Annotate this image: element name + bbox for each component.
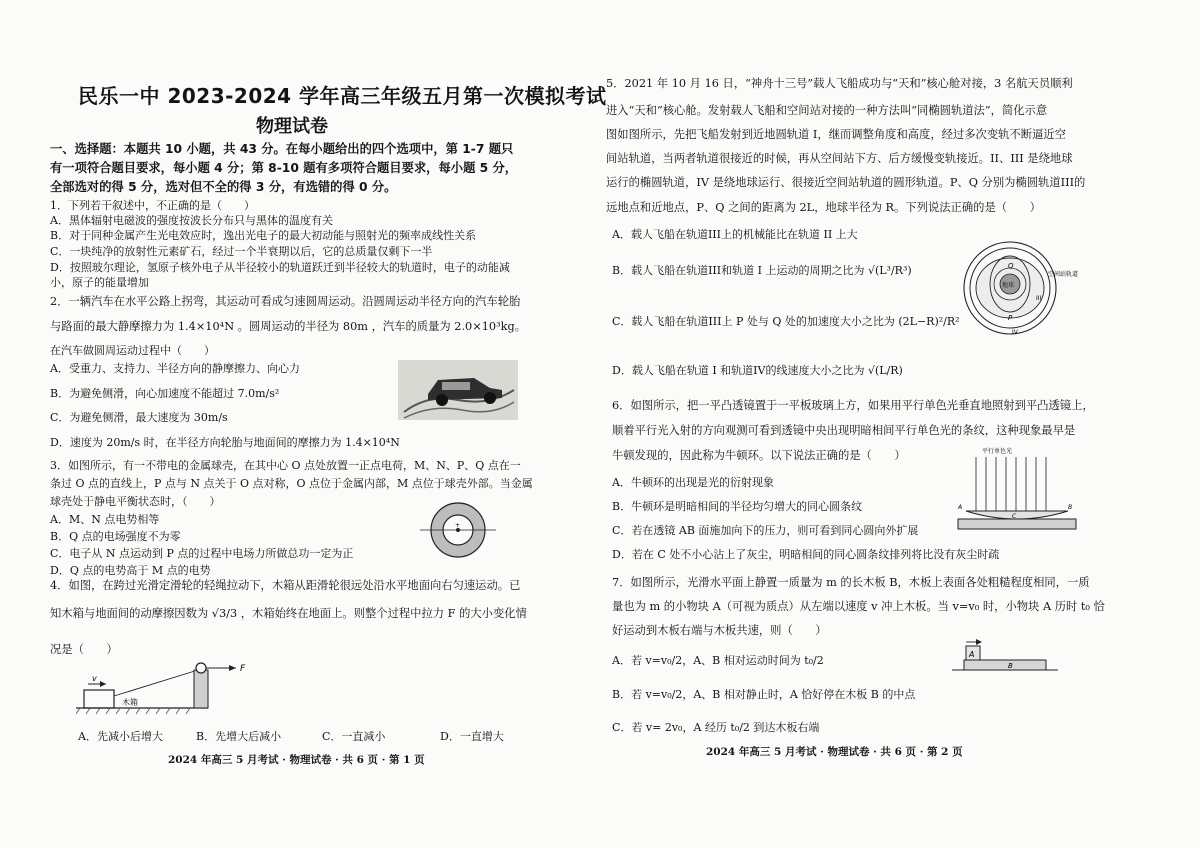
svg-text:A: A bbox=[958, 504, 963, 511]
q3-stem-line2: 条过 O 点的直线上，P 点与 N 点关于 O 点对称，O 点位于金属内部，M 点位于球壳外部。当金属 bbox=[50, 477, 533, 490]
exam-subtitle: 物理试卷 bbox=[256, 116, 328, 137]
q2-stem-line3: 在汽车做圆周运动过程中（ ） bbox=[50, 344, 215, 357]
q5-stem-line2: 进入“天和”核心舱。发射载人飞船和空间站对接的一种方法叫“同椭圆轨道法”，简化示意 bbox=[606, 104, 1048, 117]
q1-option-d-cont: 小，原子的能量增加 bbox=[50, 276, 149, 289]
box-label: 木箱 bbox=[122, 698, 138, 707]
q6-stem-line1: 6．如图所示，把一平凸透镜置于一平板玻璃上方，如果用平行单色光垂直地照射到平凸透镜上， bbox=[612, 399, 1094, 412]
svg-text:B: B bbox=[1008, 662, 1013, 670]
car-turning-figure bbox=[398, 360, 518, 420]
q5-option-a: A．载人飞船在轨道III上的机械能比在轨道 II 上大 bbox=[612, 228, 858, 241]
page1-footer: 2024 年高三 5 月考试 · 物理试卷 · 共 6 页 · 第 1 页 bbox=[168, 754, 425, 766]
force-label: F bbox=[240, 664, 246, 674]
svg-text:P: P bbox=[1008, 314, 1013, 322]
q2-option-c: C．为避免侧滑，最大速度为 30m/s bbox=[50, 411, 228, 424]
q4-stem-line1: 4．如图，在跨过光滑定滑轮的轻绳拉动下，木箱从距滑轮很远处沿水平地面向右匀速运动。已 bbox=[50, 579, 521, 592]
q6-option-c: C．若在透镜 AB 面施加向下的压力，则可看到同心圆向外扩展 bbox=[612, 524, 919, 537]
q7-option-c: C．若 v= 2v₀，A 经历 t₀/2 到达木板右端 bbox=[612, 721, 820, 734]
q3-option-d: D．Q 点的电势高于 M 点的电势 bbox=[50, 564, 211, 577]
q1-option-a: A．黑体辐射电磁波的强度按波长分布只与黑体的温度有关 bbox=[50, 214, 333, 227]
q5-stem-line1: 5．2021 年 10 月 16 日，“神舟十三号”载人飞船成功与“天和”核心舱对接，3 名航天员顺利 bbox=[606, 77, 1073, 90]
q2-stem-line2: 与路面的最大静摩擦力为 1.4×10⁴N 。圆周运动的半径为 80m ，汽车的质量为 2.0×10³kg。 bbox=[50, 320, 526, 333]
q4-option-d: D．一直增大 bbox=[440, 730, 504, 743]
q7-stem-line2: 量也为 m 的小物块 A（可视为质点）从左端以速度 v 冲上木板。当 v=v₀ 时，小物块 A 历时 t₀ 恰 bbox=[612, 600, 1105, 613]
station-orbit-label: 空间站轨道 bbox=[1048, 271, 1079, 278]
q2-option-d: D．速度为 20m/s 时，在半径方向轮胎与地面间的摩擦力为 1.4×10⁴N bbox=[50, 436, 400, 449]
q6-option-d: D．若在 C 处不小心沾上了灰尘，明暗相间的同心圆条纹排列将比没有灰尘时疏 bbox=[612, 548, 1000, 561]
light-label: 平行单色光 bbox=[982, 448, 1013, 455]
page2-footer: 2024 年高三 5 月考试 · 物理试卷 · 共 6 页 · 第 2 页 bbox=[706, 746, 963, 758]
svg-text:+: + bbox=[455, 522, 461, 529]
q5-option-b: B．载人飞船在轨道III和轨道 I 上运动的周期之比为 √(L³/R³) bbox=[612, 264, 912, 277]
svg-text:C: C bbox=[1012, 513, 1017, 520]
q7-stem-line3: 好运动到木板右端与木板共速，则（ ） bbox=[612, 624, 827, 637]
svg-text:III: III bbox=[1036, 295, 1042, 302]
velocity-label: v bbox=[92, 674, 97, 683]
q2-option-b: B．为避免侧滑，向心加速度不能超过 7.0m/s² bbox=[50, 387, 280, 400]
q7-stem-line1: 7．如图所示，光滑水平面上静置一质量为 m 的长木板 B，木板上表面各处粗糙程度相同，一质 bbox=[612, 576, 1090, 589]
q6-stem-line3: 牛顿发现的，因此称为牛顿环。以下说法正确的是（ ） bbox=[612, 449, 906, 462]
metal-shell-figure bbox=[418, 500, 498, 560]
q7-option-a: A．若 v=v₀/2，A、B 相对运动时间为 t₀/2 bbox=[612, 654, 824, 667]
q3-option-a: A．M、N 点电势相等 bbox=[50, 513, 160, 526]
q4-stem-line2: 知木箱与地面间的动摩擦因数为 √3/3 ，木箱始终在地面上。则整个过程中拉力 F 的大小变化情 bbox=[50, 607, 527, 620]
q6-option-b: B．牛顿环是明暗相间的半径均匀增大的同心圆条纹 bbox=[612, 500, 863, 513]
q2-option-a: A．受重力、支持力、半径方向的静摩擦力、向心力 bbox=[50, 362, 300, 375]
q5-stem-line3: 图如图所示，先把飞船发射到近地圆轨道 I，继而调整角度和高度，经过多次变轨不断逼近空 bbox=[606, 128, 1066, 141]
q3-stem-line3: 球壳处于静电平衡状态时，（ ） bbox=[50, 495, 221, 508]
q1-option-d: D．按照玻尔理论，氢原子核外电子从半径较小的轨道跃迁到半径较大的轨道时，电子的动能减 bbox=[50, 261, 510, 274]
q5-stem-line5: 运行的椭圆轨道，IV 是绕地球运行、很接近空间站轨道的圆形轨道。P、Q 分别为椭圆轨道III的 bbox=[606, 176, 1086, 189]
q3-option-c: C．电子从 N 点运动到 P 点的过程中电场力所做总功一定为正 bbox=[50, 547, 354, 560]
svg-text:A: A bbox=[969, 650, 975, 659]
pulley-box-figure bbox=[76, 658, 256, 716]
q6-option-a: A．牛顿环的出现是光的衍射现象 bbox=[612, 476, 774, 489]
q4-option-b: B．先增大后减小 bbox=[196, 730, 282, 743]
q5-stem-line4: 间站轨道，当两者轨道很接近的时候，再从空间站下方、后方缓慢变轨接近。II、III 是绕地球 bbox=[606, 152, 1073, 165]
block-board-figure bbox=[950, 636, 1060, 678]
svg-text:IV: IV bbox=[1012, 329, 1018, 336]
q4-option-c: C．一直减小 bbox=[322, 730, 386, 743]
q5-option-d: D．载人飞船在轨道 I 和轨道IV的线速度大小之比为 √(L/R) bbox=[612, 364, 903, 377]
orbit-figure bbox=[950, 238, 1080, 338]
newton-ring-figure bbox=[952, 443, 1080, 535]
q3-stem-line1: 3．如图所示，有一不带电的金属球壳，在其中心 O 点处放置一正点电荷，M、N、P、Q 点在一 bbox=[50, 459, 521, 472]
q6-stem-line2: 顺着平行光入射的方向观测可看到透镜中央出现明暗相间平行单色光的条纹，这种现象最早是 bbox=[612, 424, 1076, 437]
q5-stem-line6: 远地点和近地点，P、Q 之间的距离为 2L，地球半径为 R。下列说法正确的是（ ） bbox=[606, 201, 1041, 214]
earth-label: 地球 bbox=[1002, 282, 1015, 289]
q1-option-b: B．对于同种金属产生光电效应时，逸出光电子的最大初动能与照射光的频率成线性关系 bbox=[50, 229, 477, 242]
q7-option-b: B．若 v=v₀/2，A、B 相对静止时，A 恰好停在木板 B 的中点 bbox=[612, 688, 916, 701]
exam-title: 民乐一中 2023-2024 学年高三年级五月第一次模拟考试 bbox=[78, 84, 607, 108]
q2-stem-line1: 2．一辆汽车在水平公路上拐弯，其运动可看成匀速圆周运动。沿圆周运动半径方向的汽车轮胎 bbox=[50, 295, 521, 308]
q3-option-b: B．Q 点的电场强度不为零 bbox=[50, 530, 181, 543]
section-instructions: 一、选择题：本题共 10 小题，共 43 分。在每小题给出的四个选项中，第 1-7 题只有一项符合题目要求，每小题 4 分；第 8-10 题有多项符合题目要求，每小题 5 分，全部选对的得 5 分，选对但不全的得 3 分，有选错的得 0 分。 bbox=[50, 142, 518, 194]
q1-stem: 1．下列若干叙述中，不正确的是（ ） bbox=[50, 199, 255, 212]
q1-option-c: C．一块纯净的放射性元素矿石，经过一个半衰期以后，它的总质量仅剩下一半 bbox=[50, 245, 433, 258]
q4-option-a: A．先减小后增大 bbox=[78, 730, 163, 743]
svg-text:Q: Q bbox=[1008, 262, 1014, 270]
svg-text:B: B bbox=[1068, 504, 1073, 511]
q4-stem-line3: 况是（ ） bbox=[50, 643, 118, 656]
q5-option-c: C．载人飞船在轨道III上 P 处与 Q 处的加速度大小之比为 (2L−R)²/R² bbox=[612, 315, 960, 328]
